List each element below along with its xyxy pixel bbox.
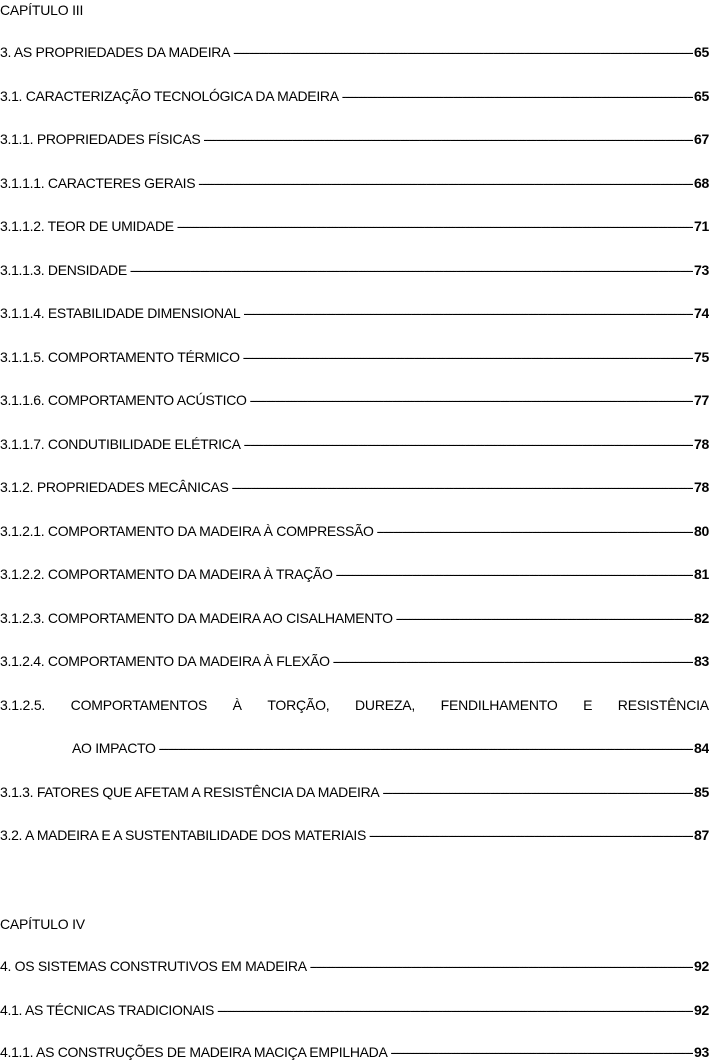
toc-entry-4-1-1[interactable] xyxy=(0,1044,709,1064)
toc-entry-page: 71 xyxy=(694,218,709,234)
toc-entry-page: 78 xyxy=(694,436,709,452)
dot-leader xyxy=(377,523,693,539)
toc-entry-label: 3.1.1.2. TEOR DE UMIDADE xyxy=(0,218,174,234)
toc-entry-page: 92 xyxy=(694,1002,709,1018)
dot-leader xyxy=(243,305,693,321)
dot-leader xyxy=(336,566,693,582)
toc-word: TORÇÃO, xyxy=(267,697,330,713)
toc-entry-3-1-1-5[interactable] xyxy=(0,349,709,369)
toc-entry-label: 3.1.2.1. COMPORTAMENTO DA MADEIRA À COMPRESSÃO xyxy=(0,523,374,539)
toc-entry-3-1[interactable] xyxy=(0,88,709,108)
toc-entry-page: 85 xyxy=(694,784,709,800)
toc-word: RESISTÊNCIA xyxy=(617,697,709,713)
dot-leader xyxy=(159,740,693,756)
toc-entry-label: 3.1.1. PROPRIEDADES FÍSICAS xyxy=(0,131,201,147)
toc-entry-3-1-2-5-line2[interactable] xyxy=(72,740,709,760)
toc-entry-3-1-1[interactable] xyxy=(0,131,709,151)
toc-entry-3-1-2-3[interactable] xyxy=(0,610,709,630)
toc-entry-3-1-3[interactable] xyxy=(0,784,709,804)
toc-entry-label: 3.1.1.5. COMPORTAMENTO TÉRMICO xyxy=(0,349,240,365)
dot-leader xyxy=(244,436,693,452)
dot-leader xyxy=(369,827,693,843)
chapter-4-heading: CAPÍTULO IV xyxy=(0,916,85,932)
toc-entry-3-1-2-5-line1[interactable] xyxy=(0,697,709,717)
toc-entry-3-1-1-6[interactable] xyxy=(0,392,709,412)
toc-entry-label: 3.1.2.4. COMPORTAMENTO DA MADEIRA À FLEXÃO xyxy=(0,653,330,669)
dot-leader xyxy=(243,349,693,365)
toc-entry-page: 77 xyxy=(694,392,709,408)
dot-leader xyxy=(396,610,693,626)
toc-entry-page: 84 xyxy=(694,740,709,756)
toc-entry-page: 75 xyxy=(694,349,709,365)
toc-entry-4-1[interactable] xyxy=(0,1002,709,1022)
toc-entry-3[interactable] xyxy=(0,44,709,64)
toc-word: FENDILHAMENTO xyxy=(440,697,558,713)
toc-entry-page: 67 xyxy=(694,131,709,147)
toc-entry-3-1-2-4[interactable] xyxy=(0,653,709,673)
dot-leader xyxy=(250,392,693,408)
toc-entry-label: 3.1.1.7. CONDUTIBILIDADE ELÉTRICA xyxy=(0,436,241,452)
toc-entry-label: 3.1.1.1. CARACTERES GERAIS xyxy=(0,175,196,191)
dot-leader xyxy=(130,262,693,278)
toc-entry-label: 3.1.2.2. COMPORTAMENTO DA MADEIRA À TRAÇÃO xyxy=(0,566,333,582)
dot-leader xyxy=(177,218,693,234)
toc-word: À xyxy=(232,697,242,713)
toc-entry-label: 3.1. CARACTERIZAÇÃO TECNOLÓGICA DA MADEIRA xyxy=(0,88,339,104)
toc-entry-label: 3.1.1.3. DENSIDADE xyxy=(0,262,127,278)
toc-entry-3-2[interactable] xyxy=(0,827,709,847)
toc-entry-label: 4.1. AS TÉCNICAS TRADICIONAIS xyxy=(0,1002,215,1018)
toc-entry-label: 3.1.2.3. COMPORTAMENTO DA MADEIRA AO CISALHAMENTO xyxy=(0,610,393,626)
dot-leader xyxy=(198,175,693,191)
toc-entry-label: 4. OS SISTEMAS CONSTRUTIVOS EM MADEIRA xyxy=(0,958,307,974)
toc-word: DUREZA, xyxy=(355,697,416,713)
toc-entry-page: 93 xyxy=(694,1044,709,1060)
toc-word: COMPORTAMENTOS xyxy=(70,697,208,713)
dot-leader xyxy=(233,44,693,60)
toc-entry-label: 3.1.2. PROPRIEDADES MECÂNICAS xyxy=(0,479,229,495)
toc-entry-label: 3.1.1.6. COMPORTAMENTO ACÚSTICO xyxy=(0,392,247,408)
dot-leader xyxy=(391,1044,694,1060)
toc-entry-label: 3.1.3. FATORES QUE AFETAM A RESISTÊNCIA DA MADEIRA xyxy=(0,784,380,800)
toc-entry-3-1-1-2[interactable] xyxy=(0,218,709,238)
toc-entry-page: 65 xyxy=(694,44,709,60)
toc-word: 3.1.2.5. xyxy=(0,697,46,713)
dot-leader xyxy=(310,958,693,974)
toc-entry-label: 4.1.1. AS CONSTRUÇÕES DE MADEIRA MACIÇA EMPILHADA xyxy=(0,1044,388,1060)
toc-entry-page: 83 xyxy=(694,653,709,669)
toc-entry-3-1-2-1[interactable] xyxy=(0,523,709,543)
toc-entry-label: 3.1.1.4. ESTABILIDADE DIMENSIONAL xyxy=(0,305,241,321)
toc-entry-page: 92 xyxy=(694,958,709,974)
toc-entry-3-1-1-7[interactable] xyxy=(0,436,709,456)
toc-entry-page: 80 xyxy=(694,523,709,539)
toc-entry-page: 73 xyxy=(694,262,709,278)
toc-entry-3-1-2-2[interactable] xyxy=(0,566,709,586)
toc-entry-3-1-1-4[interactable] xyxy=(0,305,709,325)
toc-entry-4[interactable] xyxy=(0,958,709,978)
toc-entry-label: 3. AS PROPRIEDADES DA MADEIRA xyxy=(0,44,231,60)
toc-entry-page: 68 xyxy=(694,175,709,191)
dot-leader xyxy=(232,479,693,495)
toc-entry-label: AO IMPACTO xyxy=(72,740,156,756)
toc-entry-label: 3.2. A MADEIRA E A SUSTENTABILIDADE DOS MATERIAIS xyxy=(0,827,367,843)
toc-entry-3-1-1-1[interactable] xyxy=(0,175,709,195)
chapter-3-heading: CAPÍTULO III xyxy=(0,2,84,18)
toc-entry-3-1-1-3[interactable] xyxy=(0,262,709,282)
toc-entry-page: 87 xyxy=(694,827,709,843)
dot-leader xyxy=(382,784,693,800)
toc-entry-page: 74 xyxy=(694,305,709,321)
toc-entry-page: 65 xyxy=(694,88,709,104)
toc-entry-page: 78 xyxy=(694,479,709,495)
toc-entry-page: 81 xyxy=(694,566,709,582)
toc-entry-3-1-2[interactable] xyxy=(0,479,709,499)
toc-word: E xyxy=(583,697,593,713)
toc-entry-page: 82 xyxy=(694,610,709,626)
dot-leader xyxy=(333,653,693,669)
dot-leader xyxy=(203,131,693,147)
dot-leader xyxy=(342,88,693,104)
dot-leader xyxy=(217,1002,693,1018)
